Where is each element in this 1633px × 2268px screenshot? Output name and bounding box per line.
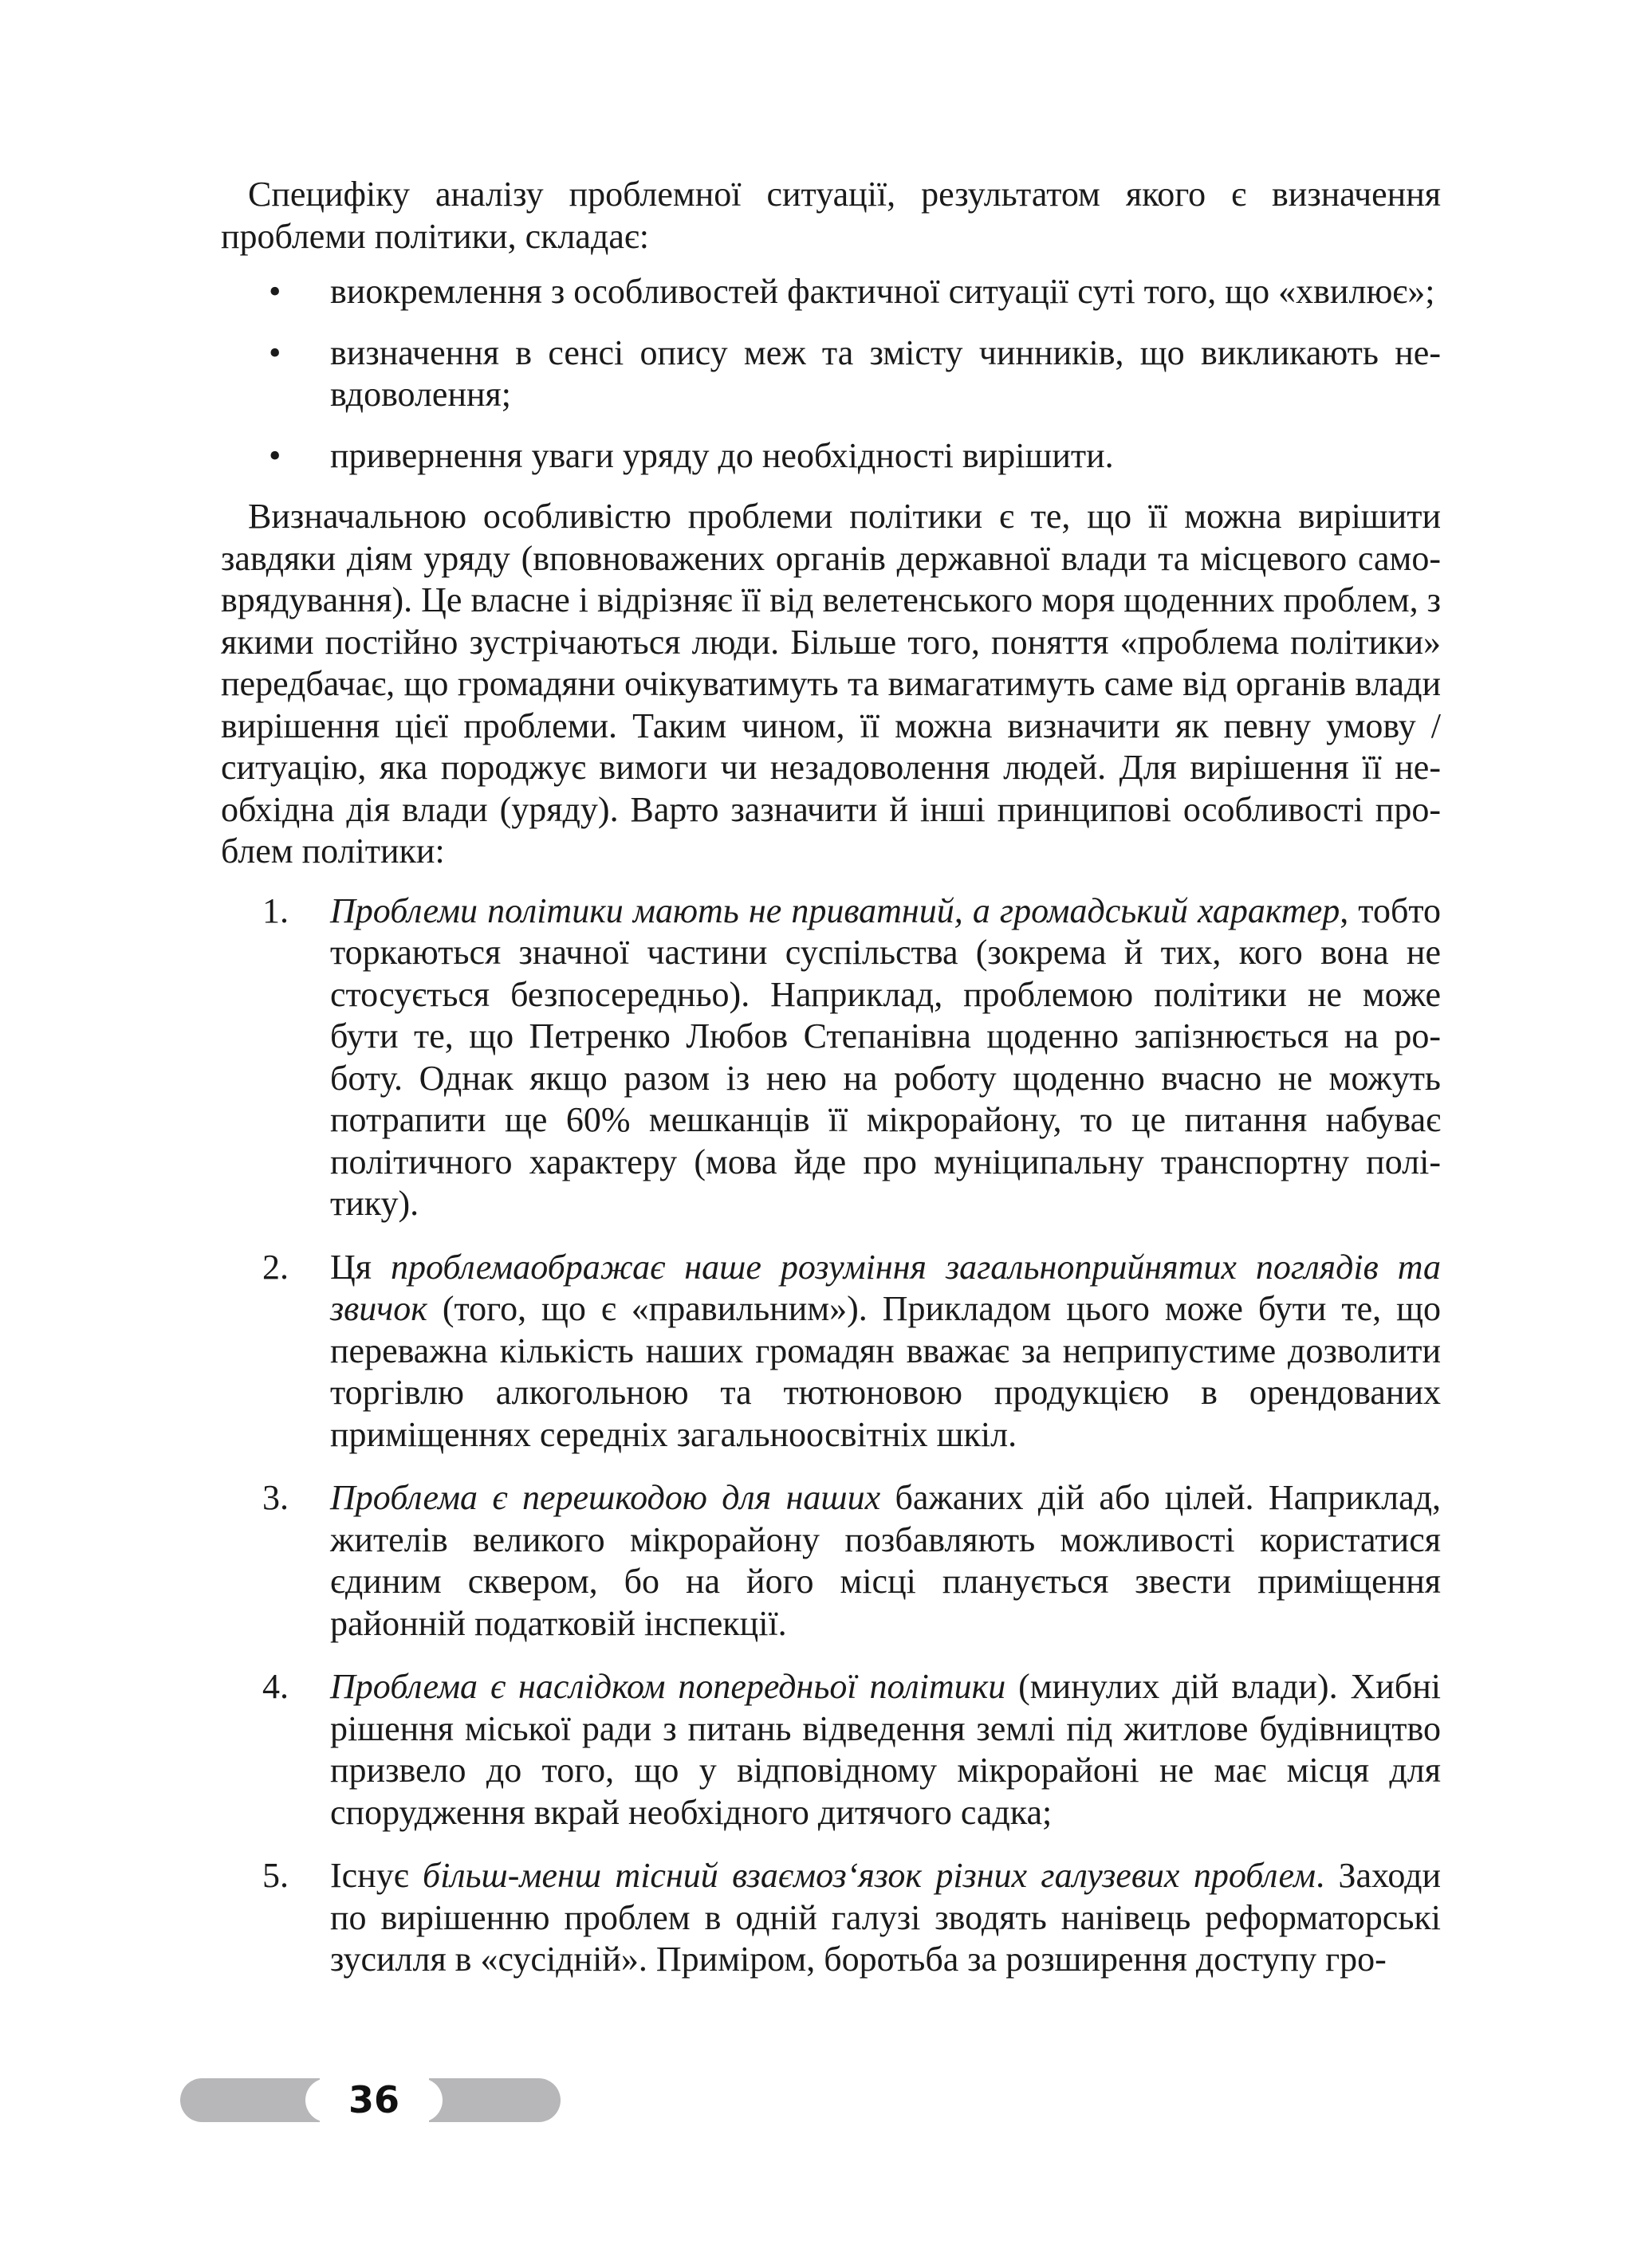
list-item bbox=[221, 1666, 1441, 1834]
list-item bbox=[221, 1477, 1441, 1645]
list-item bbox=[221, 1855, 1441, 1981]
item-text-plain: , тобто торкаються значної частини суспільства (зокрема й тих, кого вона не стосується безпосередньо). Наприклад, проблемою політики не може бути те, що Петренко Любов Степанівна щоденно запізнюється на роботу. Однак якщо разом із нею на роботу щоденно вчасно не можуть потрапити ще 60% мешканців її мікрорайону, то це питання набуває політичного характеру (мова йде про муніципальну транспортну політику). bbox=[330, 890, 1441, 1223]
bullet-mark: • bbox=[269, 332, 281, 372]
list-item bbox=[221, 271, 1441, 313]
numbered-list bbox=[221, 890, 1441, 1981]
footer-bar-left bbox=[180, 2078, 320, 2122]
item-number: 5. bbox=[262, 1856, 289, 1895]
item-number: 4. bbox=[262, 1667, 289, 1706]
page-body bbox=[221, 174, 1441, 2003]
item-text-italic: проблемаображає наше розуміння загальноприйнятих поглядів та звичок bbox=[330, 1247, 1442, 1328]
intro-paragraph: Специфіку аналізу проблемної ситуації, результатом якого є визначення проблеми політики, складає: bbox=[221, 175, 1441, 256]
bullet-list bbox=[221, 271, 1441, 477]
body-paragraph: Визначальною особливістю проблеми політики є те, що її можна вирішити завдяки діям уряду (вповноважених органів державної влади та місцевого самоврядування). Це власне і відрізняє її від велетенського моря щоденних проблем, з якими постійно зустрічаються люди. Більше того, поняття «проблема політики» передбачає, що громадяни очікуватимуть та вимагатимуть саме від органів влади вирішення цієї проблеми. Таким чином, її можна визначити як певну умову / ситуацію, яка породжує вимоги чи незадоволення людей. Для вирішення її необхідна дія влади (уряду). Варто зазначити й інші принципові особливості проблем політики: bbox=[221, 497, 1441, 871]
list-item bbox=[221, 890, 1441, 1225]
item-number: 1. bbox=[262, 890, 289, 930]
item-text-plain: (минулих дій влади). Хибні рішення міської ради з питань відведення землі під житлове будівництво призвело до того, що у відповідному мікрорайоні не має місця для спорудження вкрай необхідного дитячого садка; bbox=[330, 1667, 1441, 1832]
footer-bar-right bbox=[429, 2078, 561, 2122]
list-item bbox=[221, 1247, 1441, 1456]
page-footer bbox=[180, 2078, 561, 2122]
bullet-text: привернення уваги уряду до необхідності вирішити. bbox=[330, 435, 1114, 475]
bullet-mark: • bbox=[269, 435, 281, 475]
item-text-italic: Проблеми політики мають не приватний, а громадський характер bbox=[330, 890, 1340, 930]
item-text-italic: Проблема є наслідком попередньої політики bbox=[330, 1667, 1006, 1706]
bullet-text: виокремлення з особливостей фактичної ситуації суті того, що «хвилює»; bbox=[330, 272, 1435, 311]
item-text-plain: Існує bbox=[330, 1856, 423, 1895]
item-text-plain: (того, що є «правильним»). Прикладом цього може бути те, що переважна кількість наших громадян вважає за неприпустиме дозволити торгівлю алкогольною та тютюновою продукцією в орендованих приміщеннях середніх загальноосвітніх шкіл. bbox=[330, 1289, 1441, 1454]
bullet-mark: • bbox=[269, 272, 281, 311]
item-number: 3. bbox=[262, 1478, 289, 1517]
item-text-italic: Проблема є перешкодою для наших bbox=[330, 1478, 881, 1517]
item-text-plain: бажаних дій або цілей. Наприклад, жителів великого мікрорайону позбавляють можливості користатися єдиним сквером, бо на його місці планується звести приміщення районній податковій інспекції. bbox=[330, 1478, 1441, 1643]
item-text-plain: . Заходи по вирішенню проблем в одній галузі зводять нанівець реформаторські зусилля в «сусідній». Приміром, боротьба за розширення доступу гро- bbox=[330, 1856, 1441, 1979]
item-text-plain: Ця bbox=[330, 1247, 391, 1287]
bullet-text: визначення в сенсі опису меж та змісту чинників, що викликають невдоволення; bbox=[330, 332, 1441, 414]
item-text-italic: більш-менш тісний взаємоз‘язок різних галузевих проблем bbox=[422, 1856, 1316, 1895]
page-number: 36 bbox=[348, 2078, 399, 2121]
list-item bbox=[221, 332, 1441, 416]
list-item bbox=[221, 435, 1441, 478]
item-number: 2. bbox=[262, 1247, 289, 1287]
